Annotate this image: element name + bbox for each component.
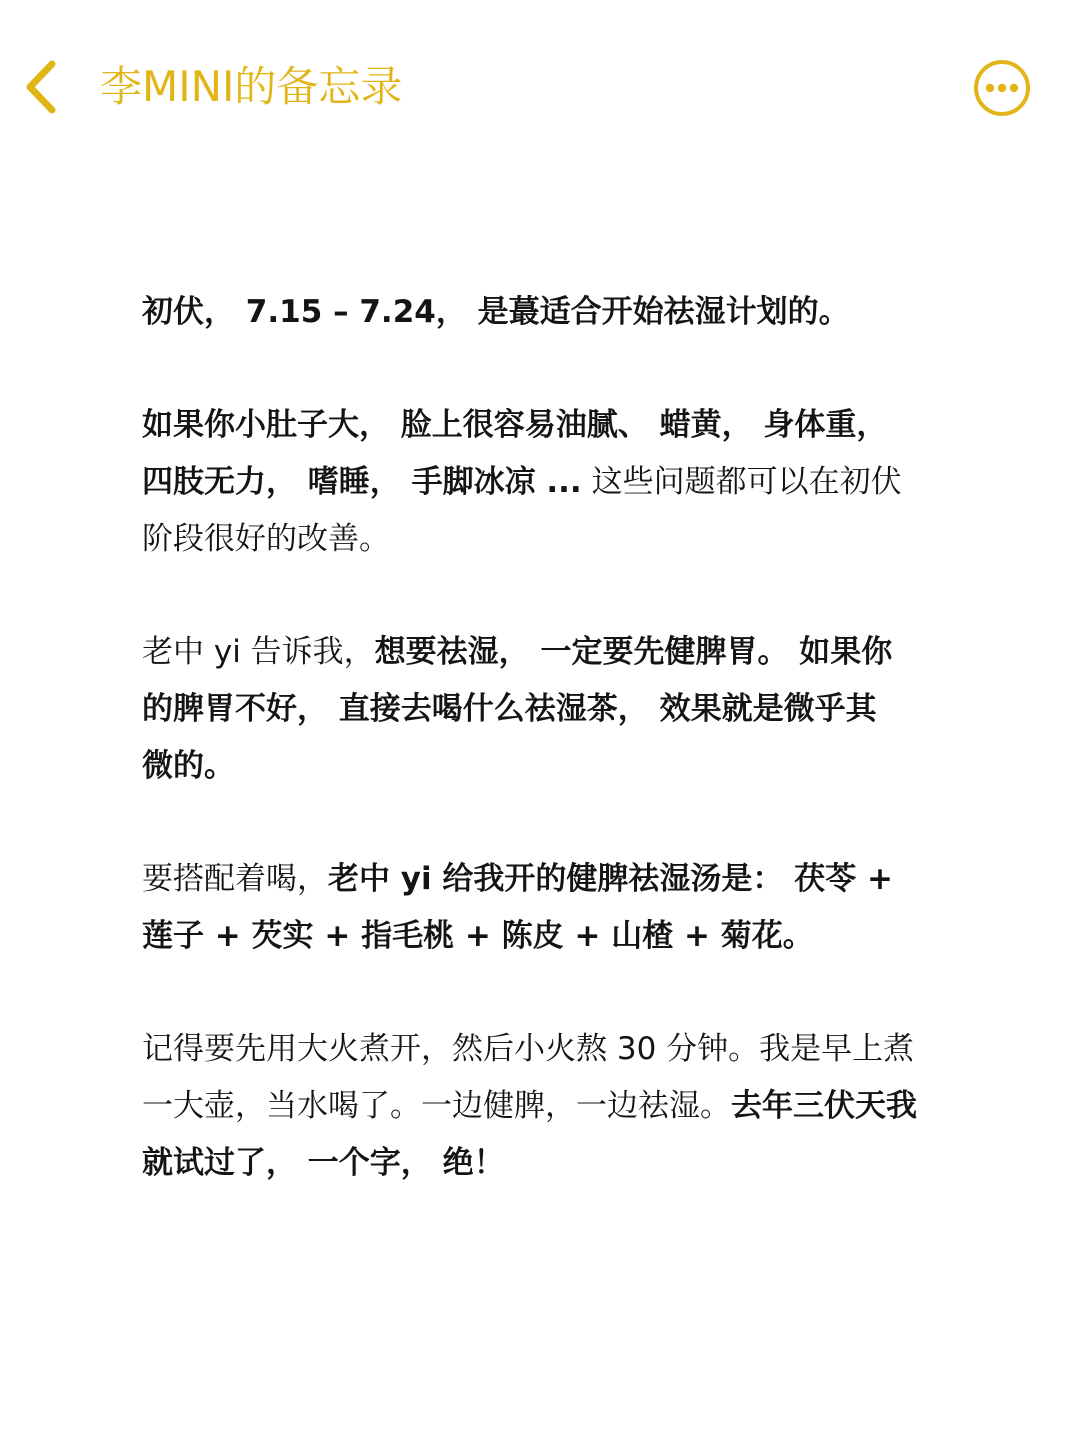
chevron-left-icon bbox=[18, 56, 66, 118]
more-options-button[interactable] bbox=[972, 58, 1032, 118]
note-line: 微的。 bbox=[142, 748, 235, 784]
note-text-bold: 四肢无力， 嗜睡， 手脚冰凉 ... bbox=[142, 464, 582, 500]
back-button[interactable] bbox=[18, 56, 66, 118]
note-body[interactable] bbox=[142, 284, 962, 1248]
note-line: 就试过了， 一个字， 绝！ bbox=[142, 1145, 505, 1181]
note-paragraph bbox=[142, 851, 962, 965]
note-line bbox=[142, 624, 962, 681]
page-title: 李MINI的备忘录 bbox=[100, 62, 403, 111]
more-horizontal-icon bbox=[972, 58, 1032, 118]
note-paragraph bbox=[142, 284, 962, 341]
note-text-bold: 想要祛湿， 一定要先健脾胃。 如果你 bbox=[374, 634, 893, 670]
note-line: 阶段很好的改善。 bbox=[142, 521, 390, 557]
note-text-bold: 去年三伏天我 bbox=[731, 1088, 917, 1124]
note-line: 如果你小肚子大， 脸上很容易油腻、 蜡黄， 身体重， bbox=[142, 407, 888, 443]
note-text-bold: 老中 yi 给我开的健脾祛湿汤是： 茯苓 + bbox=[328, 861, 893, 897]
note-text: 这些问题都可以在初伏 bbox=[581, 464, 902, 500]
note-line: 的脾胃不好， 直接去喝什么祛湿茶， 效果就是微乎其 bbox=[142, 691, 877, 727]
note-line: 记得要先用大火煮开，然后小火熬 30 分钟。我是早上煮 bbox=[142, 1031, 915, 1067]
note-line: 初伏， 7.15 – 7.24， 是蕞适合开始祛湿计划的。 bbox=[142, 294, 850, 330]
note-line: 莲子 + 芡实 + 指毛桃 + 陈皮 + 山楂 + 菊花。 bbox=[142, 918, 814, 954]
note-text: 要搭配着喝， bbox=[142, 861, 328, 897]
note-line bbox=[142, 1078, 962, 1135]
note-line bbox=[142, 851, 962, 908]
note-text: 一大壶，当水喝了。一边健脾，一边祛湿。 bbox=[142, 1088, 731, 1124]
note-line bbox=[142, 454, 962, 511]
note-paragraph bbox=[142, 624, 962, 795]
note-text: 老中 yi 告诉我， bbox=[142, 634, 375, 670]
note-paragraph bbox=[142, 1021, 962, 1192]
note-paragraph bbox=[142, 397, 962, 568]
nav-bar bbox=[0, 0, 1080, 180]
